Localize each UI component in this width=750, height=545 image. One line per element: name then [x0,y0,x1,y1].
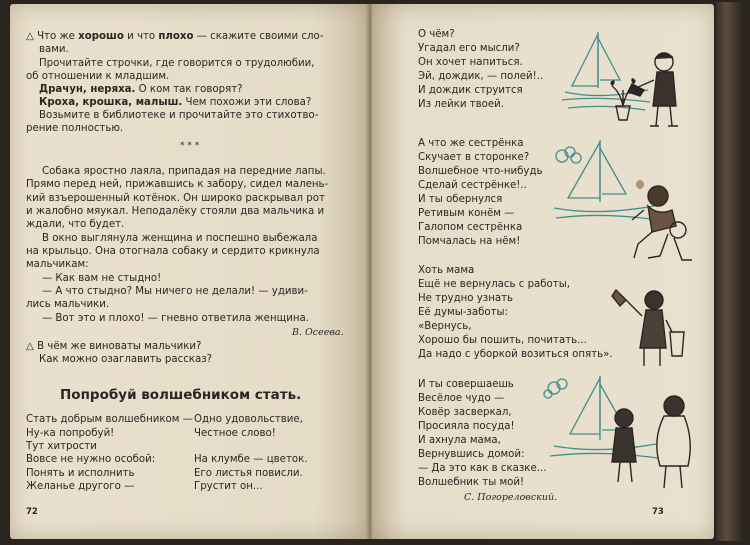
story-line: В окно выглянула женщина и поспешно выбежала [42,233,318,244]
poem-author: С. Погореловский. [464,492,558,503]
question-1-line-6: Кроха, крошка, малыш. Чем похожи эти слова? [39,97,312,108]
stanza-1-line: Эй, дождик, — полей!.. [418,71,544,82]
stanza-4-line: И ты совершаешь [418,379,514,390]
story-line: — А что стыдно? Мы ничего не делали! — удиви- [42,286,308,297]
story-line: — Как вам не стыдно! [42,273,162,284]
story-line: мальчикам: [26,259,89,270]
poem-col1-line: Понять и исполнить [26,468,135,479]
stanza-2-line: Помчалась на нём! [418,236,521,247]
poem-col1-line: Тут хитрости [26,441,97,452]
triangle-icon: △ [26,341,38,352]
question-2-line-1: △ В чём же виноваты мальчики? [26,341,202,352]
stanza-2-line: Скучает в сторонке? [418,152,530,163]
stanza-2-line: Ретивым конём — [418,208,515,219]
story-line: и жалобно мяукал. Неподалёку стояли два мальчика и [26,206,325,217]
story-author: В. Осеева. [292,327,344,338]
stanza-4-line: Ковёр засверкал, [418,407,512,418]
question-1-line-3: Прочитайте строчки, где говорится о трудолюбии, [39,58,315,69]
question-1-line-5: Драчун, неряха. О ком так говорят? [39,84,243,95]
separator-stars: * * * [180,141,200,151]
stanza-3-line: Да надо с уборкой возиться опять». [418,349,613,360]
stanza-1-line: Из лейки твоей. [418,99,504,110]
stanza-2-line: Галопом сестрёнка [418,222,523,233]
boat-and-kids-horse-ride-illustration [548,134,696,270]
stanza-3-line: Её думы-заботы: [418,307,509,318]
story-line: Собака яростно лаяла, припадая на передние лапы. [42,166,326,177]
stanza-3-line: «Вернусь, [418,321,472,332]
story-line: лись мальчики. [26,299,110,310]
poem-col2-line: Грустит он... [194,481,263,492]
girl-with-broom-illustration [608,286,694,370]
stanza-3-line: Не трудно узнать [418,293,514,304]
stanza-4-line: Весёлое чудо — [418,393,505,404]
stanza-4-line: Вернувшись домой: [418,449,525,460]
poem-col2-line: Одно удовольствие, [194,414,303,425]
stanza-4-line: Волшебник ты мой! [418,477,525,488]
stanza-2-line: Волшебное что-нибудь [418,166,543,177]
stanza-1-line: Угадал его мысли? [418,43,520,54]
poem-col2-line: Честное слово! [194,428,276,439]
stanza-2-line: А что же сестрёнка [418,138,524,149]
story-line: кий взъерошенный котёнок. Он широко раскрывал рот [26,193,325,204]
story-line: Прямо перед ней, прижавшись к забору, сидел малень- [26,179,329,190]
right-page [372,4,714,539]
stanza-1-line: И дождик струится [418,85,523,96]
story-line: — Вот это и плохо! — гневно ответила женщина. [42,313,309,324]
question-1-line-1: △ Что же хорошо и что плохо — скажите своими сло- [26,31,324,42]
stanza-1-line: Он хочет напиться. [418,57,523,68]
poem-col1-line: Вовсе не нужно особой: [26,454,156,465]
stanza-4-line: И ахнула мама, [418,435,501,446]
poem-col2-line: На клумбе — цветок. [194,454,308,465]
question-1-line-7: Возьмите в библиотеке и прочитайте это стихотво- [39,110,319,121]
poem-col1-line: Стать добрым волшебником — [26,414,193,425]
stanza-2-line: Сделай сестрёнке!.. [418,180,527,191]
page-number-right: 73 [652,507,664,517]
story-line: ждали, что будет. [26,219,125,230]
question-2-line-2: Как можно озаглавить рассказ? [39,354,213,365]
stanza-4-line: — Да это как в сказке... [418,463,547,474]
triangle-icon: △ [26,31,38,42]
question-1-line-2: вами. [39,44,69,55]
poem-col1-line: Ну-ка попробуй! [26,428,115,439]
poem-title: Попробуй волшебником стать. [60,387,302,403]
stanza-3-line: Хоть мама [418,265,475,276]
story-line: на крыльцо. Она отогнала собаку и сердито крикнула [26,246,320,257]
stanza-3-line: Хорошо бы пошить, почитать... [418,335,587,346]
boat-and-boy-watering-plant-illustration [560,22,696,134]
stanza-3-line: Ещё не вернулась с работы, [418,279,571,290]
stanza-1-line: О чём? [418,29,455,40]
page-number-left: 72 [26,507,38,517]
question-1-line-8: рение полностью. [26,123,124,134]
book-cover-edge [716,2,742,541]
boat-and-children-illustration [540,370,696,496]
stanza-4-line: Просияла посуда! [418,421,515,432]
question-1-line-4: об отношении к младшим. [26,71,170,82]
poem-col1-line: Желанье другого — [26,481,135,492]
poem-col2-line: Его листья повисли. [194,468,303,479]
stanza-2-line: И ты обернулся [418,194,503,205]
left-page [10,4,368,539]
